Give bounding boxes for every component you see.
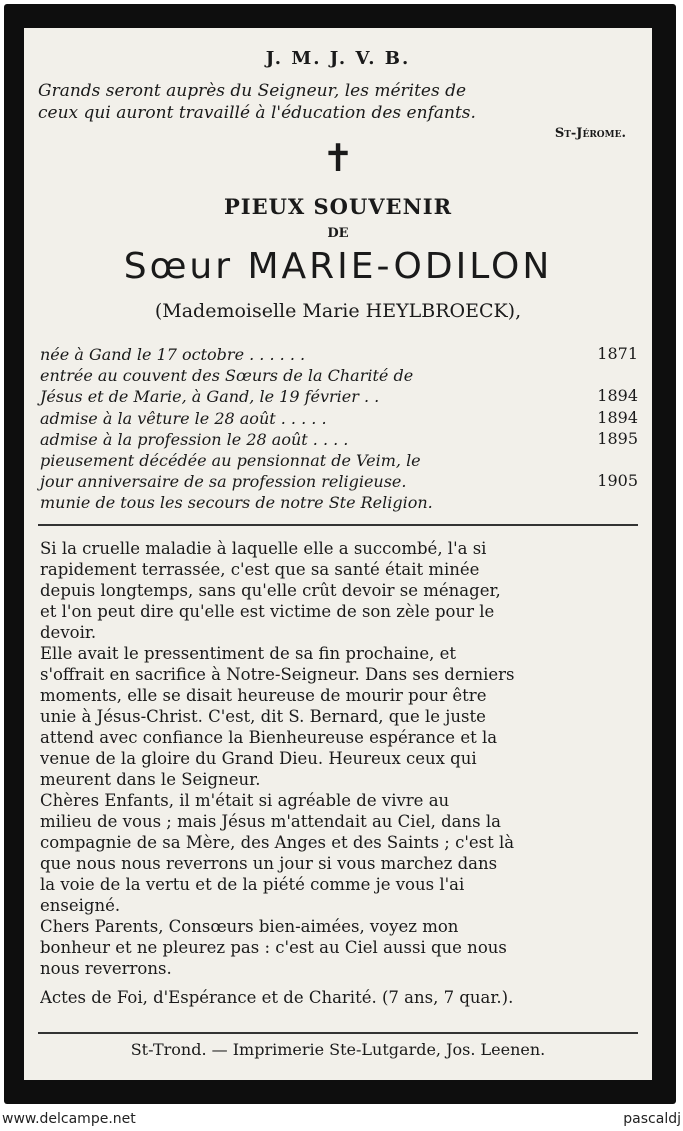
memorial-card (24, 28, 652, 1080)
quote-line-2: ceux qui auront travaillé à l'éducation des enfants. (38, 103, 476, 123)
body-line: s'offrait en sacrifice à Notre-Seigneur. Dans ses derniers (40, 665, 515, 684)
body-line: Chers Parents, Consœurs bien-aimées, voyez mon (40, 917, 459, 936)
deceased-name: Sœur MARIE-ODILON (123, 246, 553, 287)
cross-icon: ✝ (322, 136, 354, 180)
body-line: la voie de la vertu et de la piété comme je vous l'ai (40, 875, 465, 894)
body-line: que nous nous reverrons un jour si vous marchez dans (40, 854, 498, 873)
bio-line: admise à la vêture le 28 août . . . . . (40, 409, 327, 428)
divider (38, 524, 638, 526)
bio-line: admise à la profession le 28 août . . . . (40, 430, 349, 449)
body-line: bonheur et ne pleurez pas : c'est au Ciel aussi que nous (40, 938, 507, 957)
watermark-left: www.delcampe.net (2, 1111, 136, 1127)
bio-line: munie de tous les secours de notre Ste Religion. (40, 493, 433, 512)
bio-year: 1895 (597, 429, 638, 448)
body-line: rapidement terrassée, c'est que sa santé était minée (40, 560, 480, 579)
bio-line: jour anniversaire de sa profession religieuse. (40, 472, 407, 491)
bio-year: 1894 (597, 408, 638, 427)
body-line: Si la cruelle maladie à laquelle elle a succombé, l'a si (40, 539, 487, 558)
body-line: milieu de vous ; mais Jésus m'attendait au Ciel, dans la (40, 812, 501, 831)
body-text (40, 538, 638, 1008)
body-line: attend avec confiance la Bienheureuse espérance et la (40, 728, 498, 747)
footer-divider (38, 1032, 638, 1034)
body-line: venue de la gloire du Grand Dieu. Heureux ceux qui (40, 749, 477, 768)
bio-line: pieusement décédée au pensionnat de Veim, le (40, 451, 421, 470)
body-line: Elle avait le pressentiment de sa fin prochaine, et (40, 644, 457, 663)
souvenir-heading: PIEUX SOUVENIR (223, 194, 453, 219)
bio-year: 1894 (597, 386, 638, 405)
body-line: meurent dans le Seigneur. (40, 770, 261, 789)
bio-line: entrée au couvent des Sœurs de la Charité de (40, 366, 414, 385)
body-line: moments, elle se disait heureuse de mourir pour être (40, 686, 487, 705)
body-line: enseigné. (40, 896, 121, 915)
bio-year: 1905 (597, 471, 638, 490)
body-line: unie à Jésus-Christ. C'est, dit S. Bernard, que le juste (40, 707, 486, 726)
body-line: devoir. (40, 623, 97, 642)
body-line: compagnie de sa Mère, des Anges et des Saints ; c'est là (40, 833, 515, 852)
bio-year: 1871 (597, 344, 638, 363)
de-label: DE (327, 226, 349, 241)
body-line: nous reverrons. (40, 959, 172, 978)
watermark-right: pascaldj (623, 1111, 681, 1127)
quote-source: St-Jérome. (554, 126, 626, 141)
body-line: Chères Enfants, il m'était si agréable de vivre au (40, 791, 450, 810)
maiden-name: (Mademoiselle Marie HEYLBROECK), (154, 300, 522, 322)
card-header: J. M. J. V. B. (265, 48, 411, 69)
body-line: Actes de Foi, d'Espérance et de Charité. (7 ans, 7 quar.). (40, 988, 514, 1007)
printer-footer: St-Trond. — Imprimerie Ste-Lutgarde, Jos. Leenen. (130, 1040, 546, 1059)
bio-line: née à Gand le 17 octobre . . . . . . (40, 345, 306, 364)
body-line: et l'on peut dire qu'elle est victime de son zèle pour le (40, 602, 495, 621)
body-line: depuis longtemps, sans qu'elle crût devoir se ménager, (40, 581, 501, 600)
body-spacer (40, 979, 638, 987)
bio-line: Jésus et de Marie, à Gand, le 19 février . . (40, 387, 380, 406)
quote-line-1: Grands seront auprès du Seigneur, les mérites de (38, 81, 467, 101)
